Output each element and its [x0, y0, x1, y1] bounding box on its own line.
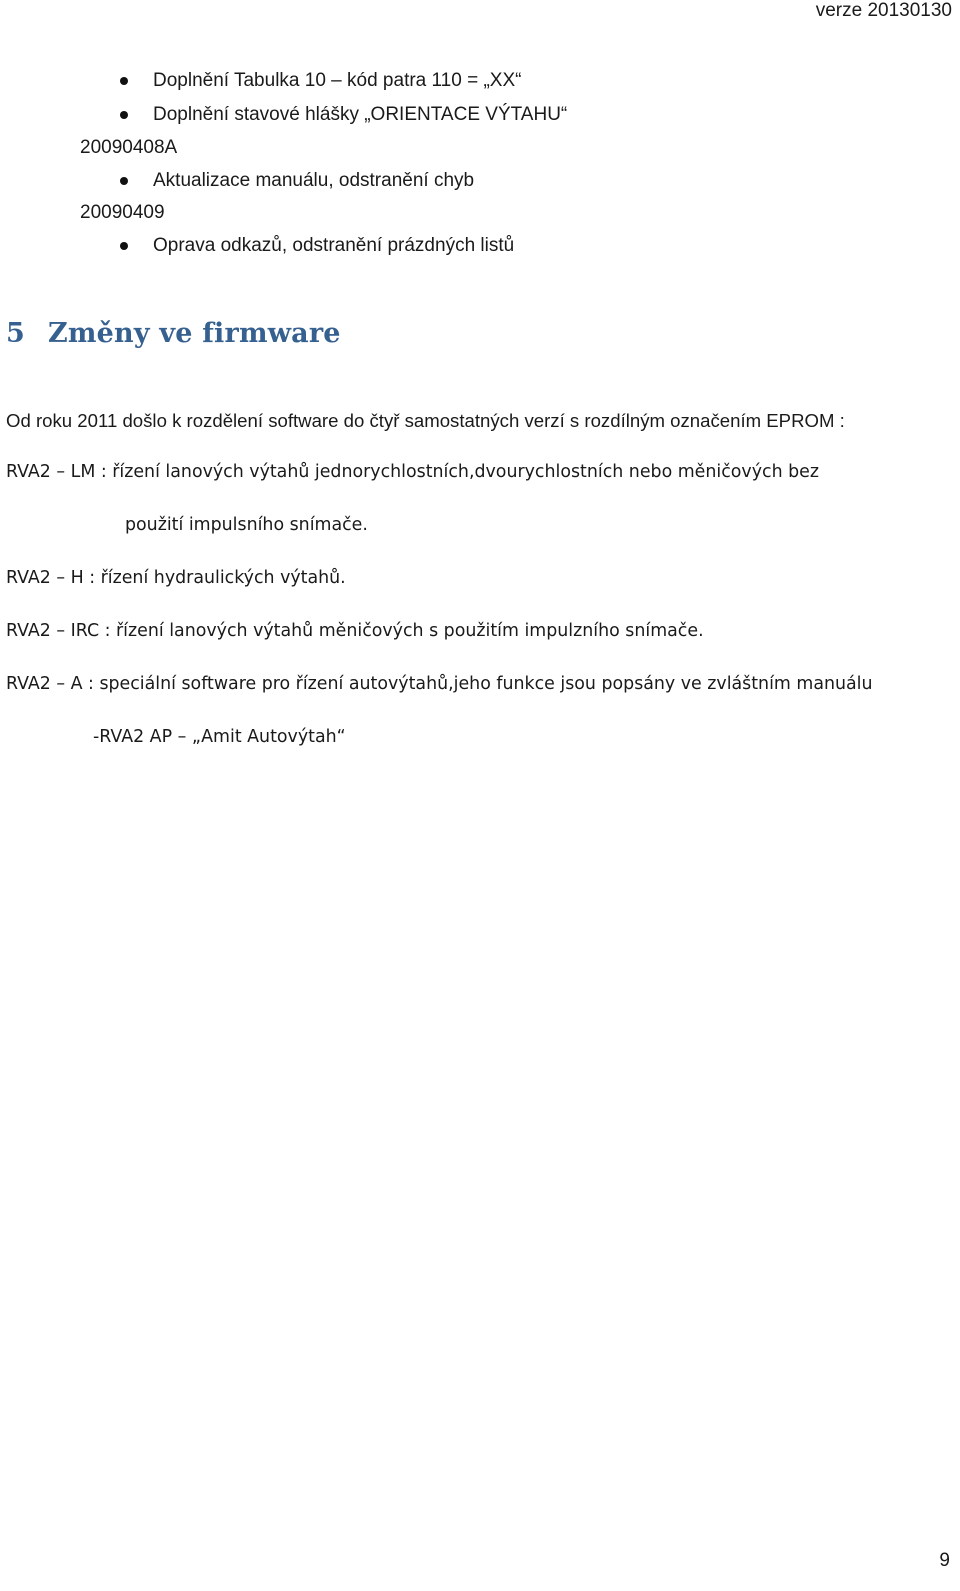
list-item — [80, 235, 514, 258]
list-item — [80, 70, 521, 93]
version-id: 20090408A — [80, 137, 178, 158]
rva2-a-line: RVA2 – A : speciální software pro řízení autovýtahů,jeho funkce jsou popsány ve zvláštním manuálu — [6, 674, 873, 694]
rva2-irc-line: RVA2 – IRC : řízení lanových výtahů měničových s použitím impulzního snímače. — [6, 621, 704, 641]
list-item — [80, 170, 474, 193]
section-number: 5 — [6, 318, 25, 349]
list-item-text: Oprava odkazů, odstranění prázdných listů — [153, 235, 515, 256]
version-id: 20090409 — [80, 202, 165, 223]
list-item-text: Doplnění Tabulka 10 – kód patra 110 = „XX“ — [153, 70, 522, 91]
bullet-icon — [120, 177, 128, 185]
version-label: verze 20130130 — [815, 0, 952, 21]
bullet-icon — [120, 242, 128, 250]
rva2-lm-line: RVA2 – LM : řízení lanových výtahů jednorychlostních,dvourychlostních nebo měničových bez — [6, 462, 819, 482]
page-number: 9 — [939, 1550, 950, 1572]
list-item-text: Aktualizace manuálu, odstranění chyb — [153, 170, 475, 191]
rva2-lm-continuation: použití impulsního snímače. — [125, 515, 368, 535]
bullet-icon — [120, 77, 128, 85]
rva2-ap-line: -RVA2 AP – „Amit Autovýtah“ — [93, 727, 346, 747]
section-heading — [6, 318, 341, 350]
list-item — [80, 104, 567, 127]
rva2-h-line: RVA2 – H : řízení hydraulických výtahů. — [6, 568, 346, 588]
intro-paragraph: Od roku 2011 došlo k rozdělení software do čtyř samostatných verzí s rozdílným označením EPROM : — [6, 410, 845, 431]
bullet-icon — [120, 111, 128, 119]
section-title: Změny ve firmware — [48, 318, 341, 349]
list-item-text: Doplnění stavové hlášky „ORIENTACE VÝTAHU“ — [153, 104, 568, 125]
